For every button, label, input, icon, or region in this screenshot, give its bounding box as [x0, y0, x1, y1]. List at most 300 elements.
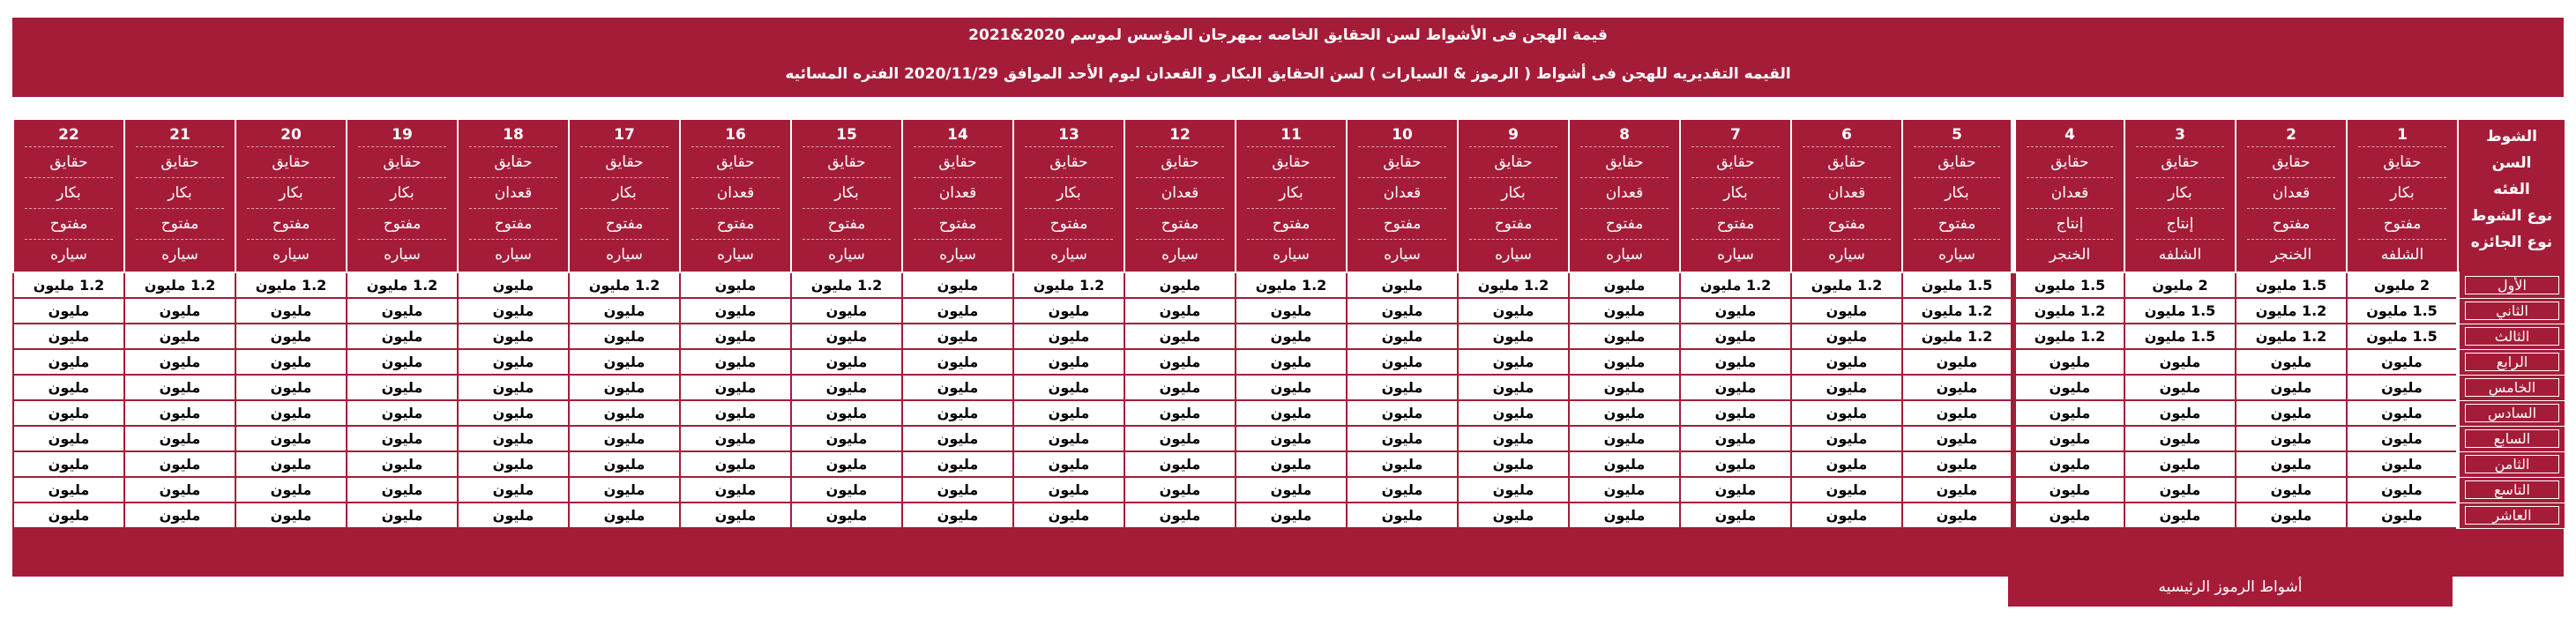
- row-header-label: الشوط: [2486, 128, 2537, 145]
- prize-value-cell: مليون: [13, 503, 124, 528]
- race-header-2: [2236, 120, 2347, 272]
- prize-value-cell: مليون: [1569, 400, 1680, 426]
- race-cat: قعدان: [2027, 178, 2113, 209]
- prize-value-cell: مليون: [1902, 477, 2013, 503]
- prize-value-cell: مليون: [1236, 503, 1347, 528]
- prize-value-cell: مليون: [1791, 477, 1902, 503]
- prize-value-cell: مليون: [235, 477, 347, 503]
- prize-value-cell: مليون: [569, 477, 680, 503]
- prize-value-cell: مليون: [1347, 324, 1458, 349]
- prize-value-cell: مليون: [1680, 477, 1791, 503]
- race-header-13: [1013, 120, 1124, 272]
- prize-value-cell: مليون: [347, 451, 458, 477]
- prize-value-cell: مليون: [124, 451, 235, 477]
- race-table-container: [12, 120, 2564, 577]
- prize-value-cell: مليون: [347, 503, 458, 528]
- prize-value-cell: مليون: [1458, 298, 1569, 324]
- prize-value-cell: مليون: [1013, 503, 1124, 528]
- race-age: حقايق: [2027, 147, 2113, 178]
- prize-value-cell: مليون: [1013, 324, 1124, 349]
- prize-value-cell: مليون: [458, 298, 569, 324]
- race-header-17: [569, 120, 680, 272]
- prize-value-cell: مليون: [1458, 349, 1569, 375]
- prize-value-cell: مليون: [569, 324, 680, 349]
- race-age: حقايق: [1691, 147, 1779, 178]
- prize-value-cell: مليون: [1458, 375, 1569, 400]
- prize-value-cell: مليون: [1124, 375, 1236, 400]
- race-cat: بكار: [2136, 178, 2223, 209]
- prize-value-cell: 1.2 مليون: [235, 272, 347, 298]
- race-prize: سياره: [939, 246, 976, 264]
- prize-value-cell: مليون: [902, 375, 1013, 400]
- race-prize: سياره: [1495, 246, 1532, 264]
- race-type: مفتوح: [25, 209, 112, 240]
- prize-value-cell: مليون: [1347, 451, 1458, 477]
- race-type: مفتوح: [580, 209, 668, 240]
- prize-value-cell: مليون: [902, 298, 1013, 324]
- race-prize: سياره: [161, 246, 198, 264]
- race-cat: قعدان: [1803, 178, 1890, 209]
- prize-value-cell: مليون: [569, 400, 680, 426]
- prize-value-cell: مليون: [791, 349, 902, 375]
- prize-value-cell: مليون: [1013, 426, 1124, 451]
- prize-value-cell: مليون: [458, 451, 569, 477]
- prize-value-cell: مليون: [1569, 426, 1680, 451]
- prize-value-cell: مليون: [13, 324, 124, 349]
- prize-value-cell: 1.2 مليون: [1013, 272, 1124, 298]
- table-header-row: [13, 120, 2565, 272]
- race-type: مفتوح: [1914, 209, 2000, 240]
- prize-value-cell: مليون: [791, 298, 902, 324]
- prize-value-cell: مليون: [458, 375, 569, 400]
- race-prize: سياره: [495, 246, 532, 264]
- prize-value-cell: مليون: [347, 426, 458, 451]
- race-age: حقايق: [691, 147, 779, 178]
- race-age: حقايق: [1358, 147, 1445, 178]
- race-age: حقايق: [1136, 147, 1223, 178]
- race-cat: بكار: [1469, 178, 1557, 209]
- prize-value-cell: مليون: [124, 324, 235, 349]
- prize-value-cell: مليون: [347, 298, 458, 324]
- prize-value-cell: مليون: [680, 324, 791, 349]
- prize-value-cell: مليون: [2347, 375, 2458, 400]
- prize-value-cell: مليون: [791, 400, 902, 426]
- race-num: 5: [1914, 123, 2000, 147]
- race-num: 15: [803, 123, 890, 147]
- race-type: مفتوح: [1691, 209, 1779, 240]
- prize-value-cell: مليون: [569, 503, 680, 528]
- prize-value-cell: 1.2 مليون: [1902, 324, 2013, 349]
- prize-value-cell: مليون: [2013, 375, 2124, 400]
- prize-value-cell: مليون: [902, 451, 1013, 477]
- prize-value-cell: مليون: [1902, 375, 2013, 400]
- prize-value-cell: مليون: [680, 272, 791, 298]
- race-type: مفتوح: [247, 209, 334, 240]
- race-num: 14: [914, 123, 1001, 147]
- prize-value-cell: مليون: [235, 400, 347, 426]
- prize-value-cell: 1.2 مليون: [2236, 324, 2347, 349]
- prize-value-cell: مليون: [1569, 272, 1680, 298]
- prize-value-cell: مليون: [902, 324, 1013, 349]
- race-num: 7: [1691, 123, 1779, 147]
- page-title: قيمة الهجن فى الأشواط لسن الحقايق الخاصه بمهرجان المؤسس لموسم 2020&2021: [968, 26, 1608, 44]
- prize-value-cell: مليون: [235, 324, 347, 349]
- race-type: مفتوح: [1580, 209, 1668, 240]
- prize-value-cell: مليون: [1124, 477, 1236, 503]
- prize-value-cell: مليون: [902, 503, 1013, 528]
- prize-value-cell: مليون: [1236, 477, 1347, 503]
- prize-value-cell: مليون: [1124, 272, 1236, 298]
- prize-value-cell: 2 مليون: [2124, 272, 2236, 298]
- prize-value-cell: مليون: [1347, 298, 1458, 324]
- prize-value-cell: مليون: [347, 324, 458, 349]
- place-label: [2458, 503, 2565, 528]
- prize-value-cell: مليون: [458, 503, 569, 528]
- race-num: 3: [2136, 123, 2223, 147]
- prize-value-cell: مليون: [2236, 503, 2347, 528]
- prize-value-cell: مليون: [347, 400, 458, 426]
- prize-value-cell: 1.2 مليون: [569, 272, 680, 298]
- prize-value-cell: مليون: [1569, 375, 1680, 400]
- race-type: مفتوح: [691, 209, 779, 240]
- prize-value-cell: مليون: [1680, 375, 1791, 400]
- place-label: [2458, 272, 2565, 298]
- race-header-3: [2124, 120, 2236, 272]
- prize-value-cell: مليون: [1013, 400, 1124, 426]
- race-type: مفتوح: [803, 209, 890, 240]
- place-label-text: الأول: [2465, 276, 2559, 294]
- race-header-1: [2347, 120, 2458, 272]
- race-age: حقايق: [1580, 147, 1668, 178]
- prize-value-cell: مليون: [791, 477, 902, 503]
- race-header-22: [13, 120, 124, 272]
- race-cat: قعدان: [1358, 178, 1445, 209]
- prize-value-cell: مليون: [458, 349, 569, 375]
- race-values-table: [12, 120, 2565, 529]
- prize-value-cell: مليون: [13, 426, 124, 451]
- prize-value-cell: مليون: [1569, 298, 1680, 324]
- prize-value-cell: مليون: [1680, 298, 1791, 324]
- race-prize: سياره: [273, 246, 310, 264]
- race-num: 21: [136, 123, 223, 147]
- race-num: 22: [25, 123, 112, 147]
- main-symbols-races-label: أشواط الرموز الرئيسيه: [2008, 571, 2453, 607]
- table-row: [13, 324, 2565, 349]
- prize-value-cell: مليون: [347, 349, 458, 375]
- prize-value-cell: مليون: [1680, 426, 1791, 451]
- table-row: [13, 272, 2565, 298]
- race-age: حقايق: [580, 147, 668, 178]
- prize-value-cell: مليون: [124, 375, 235, 400]
- prize-value-cell: مليون: [458, 400, 569, 426]
- prize-value-cell: مليون: [2236, 400, 2347, 426]
- prize-value-cell: مليون: [1236, 426, 1347, 451]
- prize-value-cell: مليون: [2236, 375, 2347, 400]
- race-num: 16: [691, 123, 779, 147]
- race-age: حقايق: [25, 147, 112, 178]
- prize-value-cell: 1.2 مليون: [124, 272, 235, 298]
- prize-value-cell: مليون: [1902, 451, 2013, 477]
- race-prize: سياره: [384, 246, 421, 264]
- prize-value-cell: مليون: [1124, 503, 1236, 528]
- prize-value-cell: 2 مليون: [2347, 272, 2458, 298]
- race-age: حقايق: [2136, 147, 2223, 178]
- prize-value-cell: مليون: [2124, 426, 2236, 451]
- race-cat: قعدان: [2247, 178, 2334, 209]
- prize-value-cell: مليون: [902, 400, 1013, 426]
- prize-value-cell: مليون: [124, 298, 235, 324]
- prize-value-cell: مليون: [2347, 451, 2458, 477]
- prize-value-cell: مليون: [1569, 503, 1680, 528]
- race-num: 10: [1358, 123, 1445, 147]
- race-prize: سياره: [717, 246, 754, 264]
- race-header-9: [1458, 120, 1569, 272]
- row-header-label: نوع الشوط: [2470, 207, 2553, 225]
- prize-value-cell: مليون: [1569, 349, 1680, 375]
- race-prize: سياره: [1717, 246, 1754, 264]
- race-num: 9: [1469, 123, 1557, 147]
- prize-value-cell: 1.2 مليون: [1902, 298, 2013, 324]
- prize-value-cell: مليون: [1236, 324, 1347, 349]
- race-num: 6: [1803, 123, 1890, 147]
- place-label: [2458, 324, 2565, 349]
- prize-value-cell: مليون: [2124, 451, 2236, 477]
- prize-value-cell: مليون: [235, 298, 347, 324]
- prize-value-cell: مليون: [1680, 400, 1791, 426]
- prize-value-cell: 1.5 مليون: [2347, 324, 2458, 349]
- prize-value-cell: مليون: [569, 375, 680, 400]
- row-header-label: الفئه: [2493, 181, 2530, 198]
- prize-value-cell: 1.2 مليون: [1458, 272, 1569, 298]
- race-cat: بكار: [803, 178, 890, 209]
- prize-value-cell: 1.5 مليون: [2347, 298, 2458, 324]
- prize-value-cell: مليون: [1347, 503, 1458, 528]
- race-header-6: [1791, 120, 1902, 272]
- prize-value-cell: مليون: [1124, 349, 1236, 375]
- place-label-text: الخامس: [2465, 378, 2559, 397]
- prize-value-cell: مليون: [1124, 451, 1236, 477]
- prize-value-cell: مليون: [1347, 400, 1458, 426]
- race-prize: سياره: [606, 246, 643, 264]
- prize-value-cell: مليون: [458, 272, 569, 298]
- place-label-text: العاشر: [2465, 506, 2559, 525]
- race-cat: بكار: [580, 178, 668, 209]
- race-type: مفتوح: [1136, 209, 1223, 240]
- prize-value-cell: مليون: [2236, 426, 2347, 451]
- prize-value-cell: مليون: [1236, 451, 1347, 477]
- prize-value-cell: مليون: [1013, 349, 1124, 375]
- race-num: 8: [1580, 123, 1668, 147]
- prize-value-cell: مليون: [1458, 451, 1569, 477]
- race-header-19: [347, 120, 458, 272]
- race-cat: بكار: [25, 178, 112, 209]
- prize-value-cell: مليون: [680, 477, 791, 503]
- table-row: [13, 451, 2565, 477]
- prize-value-cell: مليون: [680, 349, 791, 375]
- race-age: حقايق: [1025, 147, 1112, 178]
- prize-value-cell: مليون: [1902, 349, 2013, 375]
- race-type: مفتوح: [2247, 209, 2334, 240]
- prize-value-cell: 1.2 مليون: [1236, 272, 1347, 298]
- prize-value-cell: مليون: [1124, 400, 1236, 426]
- prize-value-cell: مليون: [13, 298, 124, 324]
- race-age: حقايق: [1469, 147, 1557, 178]
- prize-value-cell: مليون: [569, 298, 680, 324]
- race-prize: سياره: [1384, 246, 1421, 264]
- race-age: حقايق: [2358, 147, 2445, 178]
- prize-value-cell: مليون: [1013, 298, 1124, 324]
- prize-value-cell: مليون: [2236, 349, 2347, 375]
- race-cat: بكار: [358, 178, 445, 209]
- race-cat: بكار: [1247, 178, 1334, 209]
- prize-value-cell: مليون: [1236, 375, 1347, 400]
- race-num: 4: [2027, 123, 2113, 147]
- prize-value-cell: 1.2 مليون: [347, 272, 458, 298]
- prize-value-cell: مليون: [1791, 426, 1902, 451]
- prize-value-cell: مليون: [2124, 375, 2236, 400]
- prize-value-cell: مليون: [1013, 477, 1124, 503]
- prize-value-cell: مليون: [1236, 349, 1347, 375]
- race-cat: بكار: [2358, 178, 2445, 209]
- race-type: إنتاج: [2027, 209, 2113, 240]
- prize-value-cell: مليون: [1458, 477, 1569, 503]
- table-row: [13, 503, 2565, 528]
- race-cat: قعدان: [1580, 178, 1668, 209]
- place-label: [2458, 426, 2565, 451]
- prize-value-cell: مليون: [2347, 503, 2458, 528]
- race-header-21: [124, 120, 235, 272]
- prize-value-cell: مليون: [2236, 451, 2347, 477]
- prize-value-cell: مليون: [2124, 503, 2236, 528]
- race-type: مفتوح: [2358, 209, 2445, 240]
- prize-value-cell: مليون: [791, 451, 902, 477]
- place-label: [2458, 400, 2565, 426]
- prize-value-cell: مليون: [2013, 349, 2124, 375]
- prize-value-cell: مليون: [1680, 503, 1791, 528]
- race-type: مفتوح: [1469, 209, 1557, 240]
- prize-value-cell: مليون: [1458, 400, 1569, 426]
- race-header-11: [1236, 120, 1347, 272]
- prize-value-cell: مليون: [1347, 426, 1458, 451]
- race-prize: سياره: [1273, 246, 1310, 264]
- prize-value-cell: مليون: [680, 426, 791, 451]
- race-num: 18: [469, 123, 556, 147]
- race-prize: الشلفه: [2380, 246, 2424, 264]
- race-header-5: [1902, 120, 2013, 272]
- race-age: حقايق: [136, 147, 223, 178]
- prize-value-cell: مليون: [1680, 324, 1791, 349]
- prize-value-cell: مليون: [458, 324, 569, 349]
- race-type: مفتوح: [1025, 209, 1112, 240]
- row-header-label: نوع الجائزه: [2470, 234, 2553, 251]
- prize-value-cell: مليون: [1791, 375, 1902, 400]
- header-banner: [12, 18, 2564, 97]
- prize-value-cell: مليون: [2236, 477, 2347, 503]
- prize-value-cell: 1.2 مليون: [13, 272, 124, 298]
- table-row: [13, 477, 2565, 503]
- place-label-text: السابع: [2465, 429, 2559, 448]
- race-num: 2: [2247, 123, 2334, 147]
- race-type: مفتوح: [469, 209, 556, 240]
- place-label: [2458, 349, 2565, 375]
- race-prize: الخنجر: [2270, 246, 2312, 264]
- race-type: مفتوح: [1247, 209, 1334, 240]
- race-cat: قعدان: [691, 178, 779, 209]
- race-num: 17: [580, 123, 668, 147]
- prize-value-cell: مليون: [902, 272, 1013, 298]
- prize-value-cell: مليون: [680, 400, 791, 426]
- prize-value-cell: 1.2 مليون: [791, 272, 902, 298]
- race-header-10: [1347, 120, 1458, 272]
- race-age: حقايق: [1914, 147, 2000, 178]
- prize-value-cell: مليون: [1569, 477, 1680, 503]
- table-row: [13, 298, 2565, 324]
- prize-value-cell: مليون: [235, 426, 347, 451]
- prize-value-cell: مليون: [235, 349, 347, 375]
- race-header-15: [791, 120, 902, 272]
- place-label: [2458, 477, 2565, 503]
- prize-value-cell: مليون: [2013, 400, 2124, 426]
- row-header-label: السن: [2491, 154, 2532, 172]
- prize-value-cell: مليون: [124, 400, 235, 426]
- prize-value-cell: مليون: [1680, 349, 1791, 375]
- prize-value-cell: 1.2 مليون: [2236, 298, 2347, 324]
- place-label-text: الثالث: [2465, 327, 2559, 346]
- race-type: مفتوح: [358, 209, 445, 240]
- prize-value-cell: مليون: [2347, 426, 2458, 451]
- race-type: مفتوح: [1358, 209, 1445, 240]
- race-cat: بكار: [1914, 178, 2000, 209]
- row-header-labels: [2458, 120, 2565, 272]
- prize-value-cell: مليون: [1124, 324, 1236, 349]
- race-type: إنتاج: [2136, 209, 2223, 240]
- prize-value-cell: مليون: [2013, 503, 2124, 528]
- race-header-8: [1569, 120, 1680, 272]
- prize-value-cell: مليون: [124, 477, 235, 503]
- place-label: [2458, 451, 2565, 477]
- table-row: [13, 349, 2565, 375]
- prize-value-cell: مليون: [569, 349, 680, 375]
- race-cat: قعدان: [914, 178, 1001, 209]
- race-header-4: [2013, 120, 2124, 272]
- prize-value-cell: مليون: [1680, 451, 1791, 477]
- prize-value-cell: مليون: [2124, 349, 2236, 375]
- prize-value-cell: مليون: [13, 451, 124, 477]
- prize-value-cell: مليون: [680, 375, 791, 400]
- race-num: 20: [247, 123, 334, 147]
- prize-value-cell: 1.5 مليون: [2124, 298, 2236, 324]
- prize-value-cell: مليون: [1569, 451, 1680, 477]
- prize-value-cell: مليون: [1902, 426, 2013, 451]
- prize-value-cell: مليون: [680, 503, 791, 528]
- prize-value-cell: مليون: [347, 375, 458, 400]
- prize-value-cell: مليون: [1236, 298, 1347, 324]
- prize-value-cell: 1.5 مليون: [2124, 324, 2236, 349]
- prize-value-cell: مليون: [1013, 451, 1124, 477]
- race-cat: بكار: [136, 178, 223, 209]
- race-cat: قعدان: [469, 178, 556, 209]
- prize-value-cell: مليون: [680, 451, 791, 477]
- prize-value-cell: مليون: [1124, 426, 1236, 451]
- prize-value-cell: مليون: [2124, 477, 2236, 503]
- prize-value-cell: مليون: [791, 375, 902, 400]
- prize-value-cell: مليون: [791, 503, 902, 528]
- prize-value-cell: مليون: [1124, 298, 1236, 324]
- prize-value-cell: 1.2 مليون: [2013, 324, 2124, 349]
- page-subtitle: القيمه التقديريه للهجن فى أشواط ( الرموز & السيارات ) لسن الحقايق البكار و القعدان ليوم الأحد الموافق 2020/11/29 الفتره المسائيه: [785, 65, 1791, 83]
- prize-value-cell: مليون: [1569, 324, 1680, 349]
- race-num: 13: [1025, 123, 1112, 147]
